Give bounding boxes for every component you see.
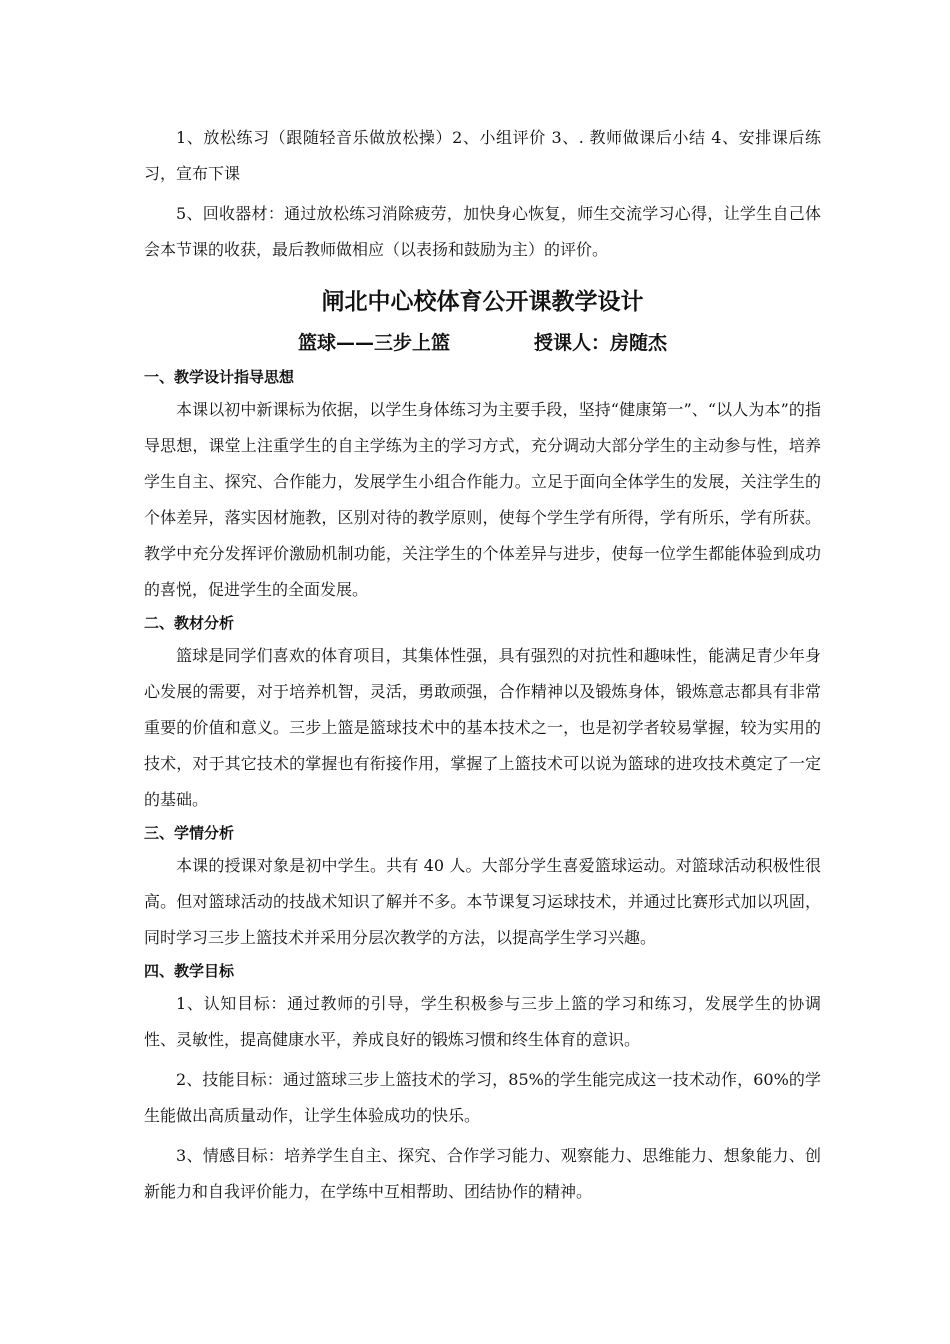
section-heading: 一、教学设计指导思想	[144, 368, 295, 386]
section-heading: 三、学情分析	[144, 824, 235, 842]
section-paragraph: 本课的授课对象是初中学生。共有 40 人。大部分学生喜爱篮球运动。对篮球活动积极性很高。但对篮球活动的技战术知识了解并不多。本节课复习运球技术，并通过比赛形式加以巩固，同时学习三步上篮技术并采用分层次教学的方法，以提高学生学习兴趣。	[144, 856, 821, 947]
lesson-teacher: 授课人：房随杰	[534, 332, 668, 354]
closing-steps-paragraph: 1、放松练习（跟随轻音乐做放松操）2、小组评价 3、. 教师做课后小结 4、安排课后练习，宣布下课	[144, 128, 821, 183]
document-body	[144, 120, 821, 1210]
equipment-collection-paragraph: 5、回收器材：通过放松练习消除疲劳，加快身心恢复，师生交流学习心得，让学生自己体会本节课的收获，最后教师做相应（以表扬和鼓励为主）的评价。	[144, 204, 821, 259]
lesson-topic: 篮球——三步上篮	[297, 332, 450, 354]
section-paragraph: 本课以初中新课标为依据，以学生身体练习为主要手段，坚持“健康第一”、“以人为本”的指导思想，课堂上注重学生的自主学练为主的学习方式，充分调动大部分学生的主动参与性，培养学生自主、探究、合作能力，发展学生小组合作能力。立足于面向全体学生的发展，关注学生的个体差异，落实因材施教，区别对待的教学原则，使每个学生学有所得，学有所乐，学有所获。教学中充分发挥评价激励机制功能，关注学生的个体差异与进步，使每一位学生都能体验到成功的喜悦，促进学生的全面发展。	[144, 400, 821, 599]
cognitive-goal-paragraph: 1、认知目标：通过教师的引导，学生积极参与三步上篮的学习和练习，发展学生的协调性、灵敏性，提高健康水平，养成良好的锻炼习惯和终生体育的意识。	[144, 994, 821, 1049]
skill-goal-paragraph: 2、技能目标：通过篮球三步上篮技术的学习，85%的学生能完成这一技术动作，60%的学生能做出高质量动作，让学生体验成功的快乐。	[144, 1070, 821, 1125]
document-title: 闸北中心校体育公开课教学设计	[321, 289, 644, 315]
section-paragraph: 篮球是同学们喜欢的体育项目，其集体性强，具有强烈的对抗性和趣味性，能满足青少年身心发展的需要，对于培养机智，灵活，勇敢顽强，合作精神以及锻炼身体，锻炼意志都具有非常重要的价值和意义。三步上篮是篮球技术中的基本技术之一，也是初学者较易掌握，较为实用的技术，对于其它技术的掌握也有衔接作用，掌握了上篮技术可以说为篮球的进攻技术奠定了一定的基础。	[144, 646, 821, 809]
affective-goal-paragraph: 3、情感目标：培养学生自主、探究、合作学习能力、观察能力、思维能力、想象能力、创新能力和自我评价能力，在学练中互相帮助、团结协作的精神。	[144, 1146, 821, 1201]
section-heading: 二、教材分析	[144, 614, 235, 632]
section-heading: 四、教学目标	[144, 962, 235, 980]
document-subtitle	[144, 326, 821, 360]
